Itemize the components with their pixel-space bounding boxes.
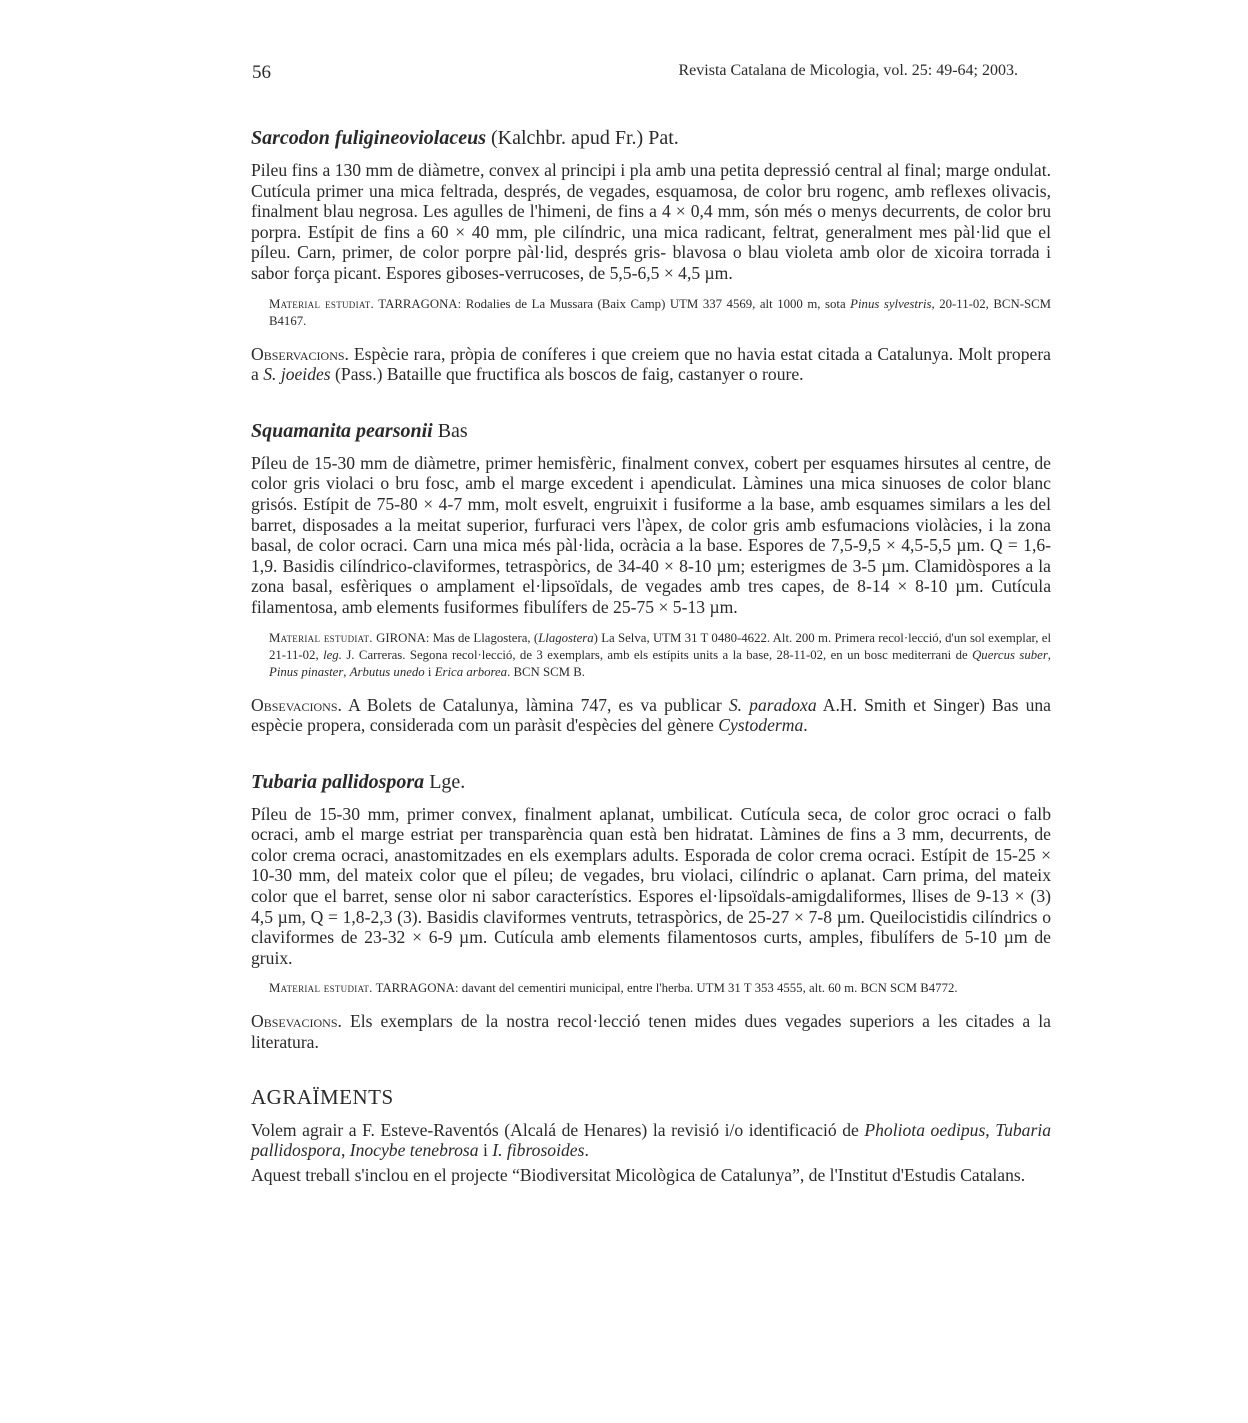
material-studied	[269, 296, 1051, 330]
material-label: Material estudiat.	[269, 296, 374, 311]
ack-text: ,	[985, 1119, 996, 1140]
species-description: Píleu de 15-30 mm de diàmetre, primer hemisfèric, finalment convex, cobert per esquames hirsutes al centre, de color gris violaci o bru fosc, amb el marge excedent i apendiculat. Làmines una mica sinuoses de color blanc grisós. Estípit de 75-80 × 4-7 mm, molt esvelt, engruixit i fusiforme a la base, amb esquames similars a les del barret, disposades a la meitat superior, furfuraci vers l'àpex, de color gris amb esfumacions violàcies, i la zona basal, de color ocraci. Carn una mica més pàl·lida, ocràcia a la base. Espores de 7,5-9,5 × 4,5-5,5 µm. Q = 1,6-1,9. Basidis cilíndrico-claviformes, tetraspòrics, de 34-40 × 8-10 µm; esterigmes de 3-5 µm. Clamidòspores a la zona basal, esfèriques o amplament el·lipsoïdals, de vegades amb tres capes, de 8-14 × 8-10 µm. Cutícula filamentosa, amb elements fusiformes fibulífers de 25-75 × 5-13 µm.	[251, 452, 1051, 617]
observations	[251, 695, 1051, 736]
species-name: Squamanita pearsonii	[251, 419, 433, 442]
material-text: . BCN SCM B.	[507, 664, 585, 679]
species-description: Pileu fins a 130 mm de diàmetre, convex al principi i pla amb una petita depressió central al final; marge ondulat. Cutícula primer una mica feltrada, després, de vegades, esquamosa, de color bru rogenc, amb reflexes olivacis, finalment blau negrosa. Les agulles de l'himeni, de fins a 4 × 0,4 mm, són més o menys decurrents, de color bru porpra. Estípit de fins a 60 × 40 mm, ple cilíndric, una mica radicant, feltrat, generalment mes pàl·lid que el píleu. Carn, primer, de color porpre pàl·lid, després gris- blavosa o blau violeta amb olor de xicoira torrada i sabor força picant. Espores giboses-verrucoses, de 5,5-6,5 × 4,5 µm.	[251, 160, 1051, 283]
running-head: Revista Catalana de Micologia, vol. 25: 49-64; 2003.	[678, 62, 1018, 79]
ack-taxon: I. fibrosoides	[492, 1140, 585, 1161]
observations-taxon: S. joeides	[263, 364, 331, 385]
material-text: i	[424, 664, 435, 679]
material-text: , 20-11-02, BCN-SCM B4167.	[269, 296, 1051, 328]
material-label: Material estudiat.	[269, 630, 373, 645]
page-header	[252, 62, 1018, 86]
ack-taxon: Pholiota oedipus	[864, 1119, 986, 1140]
ack-text: i	[478, 1140, 493, 1161]
material-studied	[269, 630, 1051, 681]
acknowledgements-paragraph: Aquest treball s'inclou en el projecte “Biodiversitat Micològica de Catalunya”, de l'Institut d'Estudis Catalans.	[251, 1164, 1026, 1185]
species-section-sarcodon	[251, 124, 1051, 385]
ack-text: ,	[340, 1140, 350, 1161]
ack-taxon: Inocybe tenebrosa	[349, 1140, 479, 1161]
species-section-tubaria	[251, 768, 1051, 1053]
observations-text: .	[803, 715, 808, 736]
observations-text: A Bolets de Catalunya, làmina 747, es va publicar	[341, 694, 729, 715]
material-taxon: Arbutus unedo	[349, 664, 425, 679]
material-text: GIRONA: Mas de Llagostera, (	[372, 630, 539, 645]
ack-text: Volem agrair a F. Esteve-Raventós (Alcalá de Henares) la revisió i/o identificació de	[251, 1119, 865, 1140]
material-taxon: Erica arborea	[434, 664, 508, 679]
species-section-squamanita	[251, 417, 1051, 736]
species-author: Bas	[432, 419, 468, 442]
material-text: TARRAGONA: davant del cementiri municipal, entre l'herba. UTM 31 T 353 4555, alt. 60 m. BCN SCM B4772.	[372, 981, 958, 996]
article-body	[251, 124, 1051, 1189]
species-title	[251, 768, 1051, 796]
material-studied	[269, 980, 1051, 997]
observations-text: A.H. Smith et Singer) Bas una espècie propera, considerada com un paràsit d'espècies del gènere	[251, 694, 1051, 736]
species-name: Sarcodon fuligineoviolaceus	[251, 127, 487, 149]
material-text: ,	[343, 664, 350, 679]
material-taxon: Pinus pinaster	[269, 664, 344, 679]
observations-text: (Pass.) Bataille que fructifica als boscos de faig, castanyer o roure.	[330, 364, 804, 385]
material-taxon: Quercus suber	[972, 647, 1048, 662]
page-number: 56	[252, 62, 271, 83]
material-text: TARRAGONA: Rodalies de La Mussara (Baix Camp) UTM 337 4569, alt 1000 m, sota	[374, 296, 851, 311]
material-label: Material estudiat.	[269, 981, 373, 996]
species-author: (Kalchbr. apud Fr.) Pat.	[486, 127, 679, 149]
material-text: ) La Selva, UTM 31 T 0480-4622. Alt. 200 m. Primera recol·lecció, d'un sol exemplar, el 21-11-02,	[269, 630, 1052, 662]
material-taxon: leg.	[323, 647, 342, 662]
acknowledgements-paragraph	[251, 1120, 1051, 1161]
acknowledgements-section	[251, 1085, 1051, 1186]
species-title	[251, 417, 1051, 445]
material-text: J. Carreras. Segona recol·lecció, de 3 exemplars, amb els estípits units a la base, 28-11-02, en un bosc mediterrani de	[341, 647, 973, 662]
ack-text: .	[584, 1140, 589, 1161]
observations-text: Espècie rara, pròpia de coníferes i que creiem que no havia estat citada a Catalunya. Molt propera a	[251, 343, 1051, 385]
species-author: Lge.	[424, 770, 466, 793]
observations	[251, 344, 1051, 385]
observations-label: Obsevacions.	[251, 694, 342, 715]
observations	[251, 1011, 1051, 1052]
species-title	[251, 124, 1051, 152]
species-name: Tubaria pallidospora	[251, 770, 425, 793]
ack-taxon: Tubaria pallidospora	[251, 1119, 1052, 1161]
material-taxon: Llagostera	[538, 630, 594, 645]
material-text: ,	[1047, 647, 1051, 662]
observations-taxon: Cystoderma	[718, 715, 804, 736]
observations-label: Obsevacions.	[251, 1011, 342, 1032]
species-description: Píleu de 15-30 mm, primer convex, finalment aplanat, umbilicat. Cutícula seca, de color groc ocraci o falb ocraci, amb el marge estriat per transparència quan està ben hidratat. Làmines de fins a 3 mm, decurrents, de color crema ocraci, anastomitzades en els exemplars adults. Esporada de color crema ocraci. Estípit de 15-25 × 10-30 mm, del mateix color que el píleu; de vegades, bru violaci, cilíndric o aplanat. Carn prima, del mateix color que el barret, sense olor ni sabor característics. Espores el·lipsoïdals-amigdaliformes, llises de 9-13 × (3) 4,5 µm, Q = 1,8-2,3 (3). Basidis claviformes ventruts, tetraspòrics, de 25-27 × 7-8 µm. Queilocistidis cilíndrics o claviformes de 23-32 × 6-9 µm. Cutícula amb elements filamentosos curts, amples, fibulífers de 5-10 µm de gruix.	[251, 803, 1051, 968]
material-taxon: Pinus sylvestris	[850, 296, 932, 311]
observations-text: Els exemplars de la nostra recol·lecció tenen mides dues vegades superiors a les citades a la literatura.	[251, 1011, 1051, 1053]
observations-taxon: S. paradoxa	[728, 694, 817, 715]
acknowledgements-title: AGRAÏMENTS	[251, 1084, 394, 1109]
observations-label: Observacions.	[251, 343, 349, 364]
